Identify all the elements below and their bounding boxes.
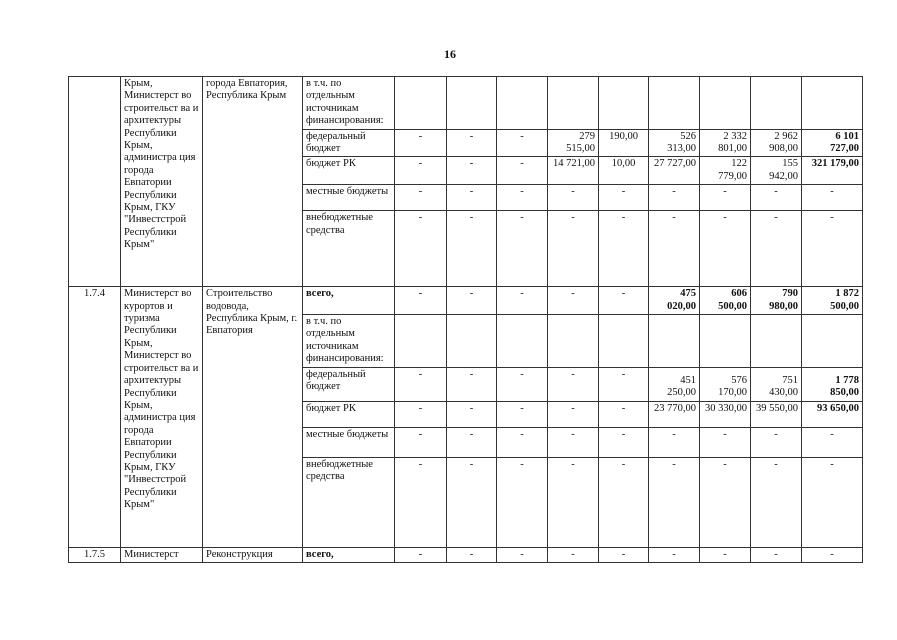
value-cell: -: [548, 457, 599, 547]
source-label: федеральный бюджет: [303, 367, 395, 401]
value-cell: -: [599, 401, 649, 427]
source-label: в т.ч. по отдельным источникам финансирования:: [303, 77, 395, 130]
value-cell: 14 721,00: [548, 157, 599, 185]
value-cell: -: [548, 185, 599, 211]
value-cell: -: [497, 157, 548, 185]
value-cell: -: [395, 211, 447, 287]
value-cell: 23 770,00: [649, 401, 700, 427]
value-cell: -: [447, 427, 497, 457]
value-cell: -: [497, 211, 548, 287]
value-cell: -: [395, 427, 447, 457]
value-cell: -: [649, 185, 700, 211]
source-label: бюджет РК: [303, 157, 395, 185]
value-cell: [802, 315, 863, 368]
table-row: [69, 77, 863, 130]
value-cell: 190,00: [599, 129, 649, 157]
value-cell: -: [700, 211, 751, 287]
value-cell: -: [447, 211, 497, 287]
value-cell: -: [395, 185, 447, 211]
source-label: бюджет РК: [303, 401, 395, 427]
value-cell: -: [700, 185, 751, 211]
source-label: местные бюджеты: [303, 427, 395, 457]
value-cell: -: [599, 211, 649, 287]
source-label: местные бюджеты: [303, 185, 395, 211]
value-cell: [497, 77, 548, 130]
value-cell: -: [447, 401, 497, 427]
total-cell: 321 179,00: [802, 157, 863, 185]
value-cell: -: [599, 287, 649, 315]
value-cell: 27 727,00: [649, 157, 700, 185]
total-cell: 93 650,00: [802, 401, 863, 427]
object-cell: города Евпатория, Республика Крым: [203, 77, 303, 287]
row-number-cell: 1.7.4: [69, 287, 121, 547]
value-cell: -: [751, 457, 802, 547]
budget-table: [68, 76, 863, 563]
value-cell: 451 250,00: [649, 367, 700, 401]
value-cell: -: [395, 129, 447, 157]
value-cell: -: [700, 427, 751, 457]
source-label: внебюджетные средства: [303, 457, 395, 547]
source-label: внебюджетные средства: [303, 211, 395, 287]
value-cell: -: [802, 185, 863, 211]
value-cell: -: [649, 547, 700, 562]
page-number: 16: [444, 47, 456, 61]
value-cell: -: [497, 185, 548, 211]
value-cell: -: [802, 547, 863, 562]
value-cell: -: [497, 547, 548, 562]
value-cell: -: [700, 547, 751, 562]
value-cell: 10,00: [599, 157, 649, 185]
value-cell: -: [497, 367, 548, 401]
value-cell: 475 020,00: [649, 287, 700, 315]
value-cell: -: [649, 211, 700, 287]
value-cell: -: [447, 547, 497, 562]
value-cell: -: [497, 457, 548, 547]
executor-cell: Министерст: [121, 547, 203, 562]
value-cell: [497, 315, 548, 368]
value-cell: [751, 315, 802, 368]
value-cell: -: [751, 185, 802, 211]
value-cell: -: [802, 211, 863, 287]
value-cell: -: [802, 457, 863, 547]
value-cell: 606 500,00: [700, 287, 751, 315]
value-cell: -: [395, 157, 447, 185]
value-cell: [548, 77, 599, 130]
value-cell: -: [395, 367, 447, 401]
value-cell: -: [497, 427, 548, 457]
value-cell: -: [802, 427, 863, 457]
object-cell: Реконструкция: [203, 547, 303, 562]
value-cell: -: [548, 401, 599, 427]
value-cell: -: [395, 547, 447, 562]
value-cell: [700, 77, 751, 130]
value-cell: 2 332 801,00: [700, 129, 751, 157]
value-cell: [599, 77, 649, 130]
value-cell: -: [497, 401, 548, 427]
value-cell: [649, 77, 700, 130]
value-cell: -: [599, 185, 649, 211]
value-cell: -: [447, 457, 497, 547]
table-row: [69, 547, 863, 562]
row-number-cell: 1.7.5: [69, 547, 121, 562]
executor-cell: Крым, Министерст во строительст ва и архитектуры Республики Крым, администра ция города Евпатории Республики Крым, ГКУ "Инвестстрой Республики Крым": [121, 77, 203, 287]
object-cell: Строительство водовода, Республика Крым, г. Евпатория: [203, 287, 303, 547]
value-cell: [447, 77, 497, 130]
value-cell: -: [649, 427, 700, 457]
value-cell: -: [548, 427, 599, 457]
value-cell: -: [649, 457, 700, 547]
value-cell: 279 515,00: [548, 129, 599, 157]
total-cell: 1 872 500,00: [802, 287, 863, 315]
executor-cell: Министерст во курортов и туризма Республики Крым, Министерст во строительст ва и архитектуры Республики Крым, администра ция города Евпатории Республики Крым, ГКУ "Инвестстрой Республики Крым": [121, 287, 203, 547]
value-cell: [395, 77, 447, 130]
value-cell: -: [751, 427, 802, 457]
value-cell: -: [447, 157, 497, 185]
value-cell: -: [497, 129, 548, 157]
table-row: [69, 287, 863, 315]
value-cell: -: [447, 287, 497, 315]
value-cell: [447, 315, 497, 368]
value-cell: [700, 315, 751, 368]
value-cell: [548, 315, 599, 368]
value-cell: -: [395, 457, 447, 547]
value-cell: 576 170,00: [700, 367, 751, 401]
value-cell: 2 962 908,00: [751, 129, 802, 157]
value-cell: -: [751, 547, 802, 562]
value-cell: 39 550,00: [751, 401, 802, 427]
value-cell: -: [497, 287, 548, 315]
value-cell: -: [447, 129, 497, 157]
value-cell: [751, 77, 802, 130]
row-number-cell: [69, 77, 121, 287]
value-cell: -: [599, 547, 649, 562]
value-cell: -: [447, 367, 497, 401]
source-label: всего,: [303, 547, 395, 562]
value-cell: -: [395, 401, 447, 427]
total-cell: 1 778 850,00: [802, 367, 863, 401]
value-cell: 155 942,00: [751, 157, 802, 185]
value-cell: -: [751, 211, 802, 287]
source-label: всего,: [303, 287, 395, 315]
source-label: федеральный бюджет: [303, 129, 395, 157]
value-cell: -: [548, 367, 599, 401]
value-cell: 790 980,00: [751, 287, 802, 315]
value-cell: -: [548, 547, 599, 562]
value-cell: [599, 315, 649, 368]
value-cell: [649, 315, 700, 368]
value-cell: [395, 315, 447, 368]
value-cell: -: [548, 211, 599, 287]
value-cell: -: [447, 185, 497, 211]
value-cell: -: [395, 287, 447, 315]
value-cell: [802, 77, 863, 130]
source-label: в т.ч. по отдельным источникам финансирования:: [303, 315, 395, 368]
value-cell: -: [599, 367, 649, 401]
value-cell: -: [599, 427, 649, 457]
value-cell: -: [700, 457, 751, 547]
value-cell: -: [548, 287, 599, 315]
value-cell: 122 779,00: [700, 157, 751, 185]
value-cell: 526 313,00: [649, 129, 700, 157]
value-cell: 30 330,00: [700, 401, 751, 427]
value-cell: 751 430,00: [751, 367, 802, 401]
value-cell: -: [599, 457, 649, 547]
total-cell: 6 101 727,00: [802, 129, 863, 157]
